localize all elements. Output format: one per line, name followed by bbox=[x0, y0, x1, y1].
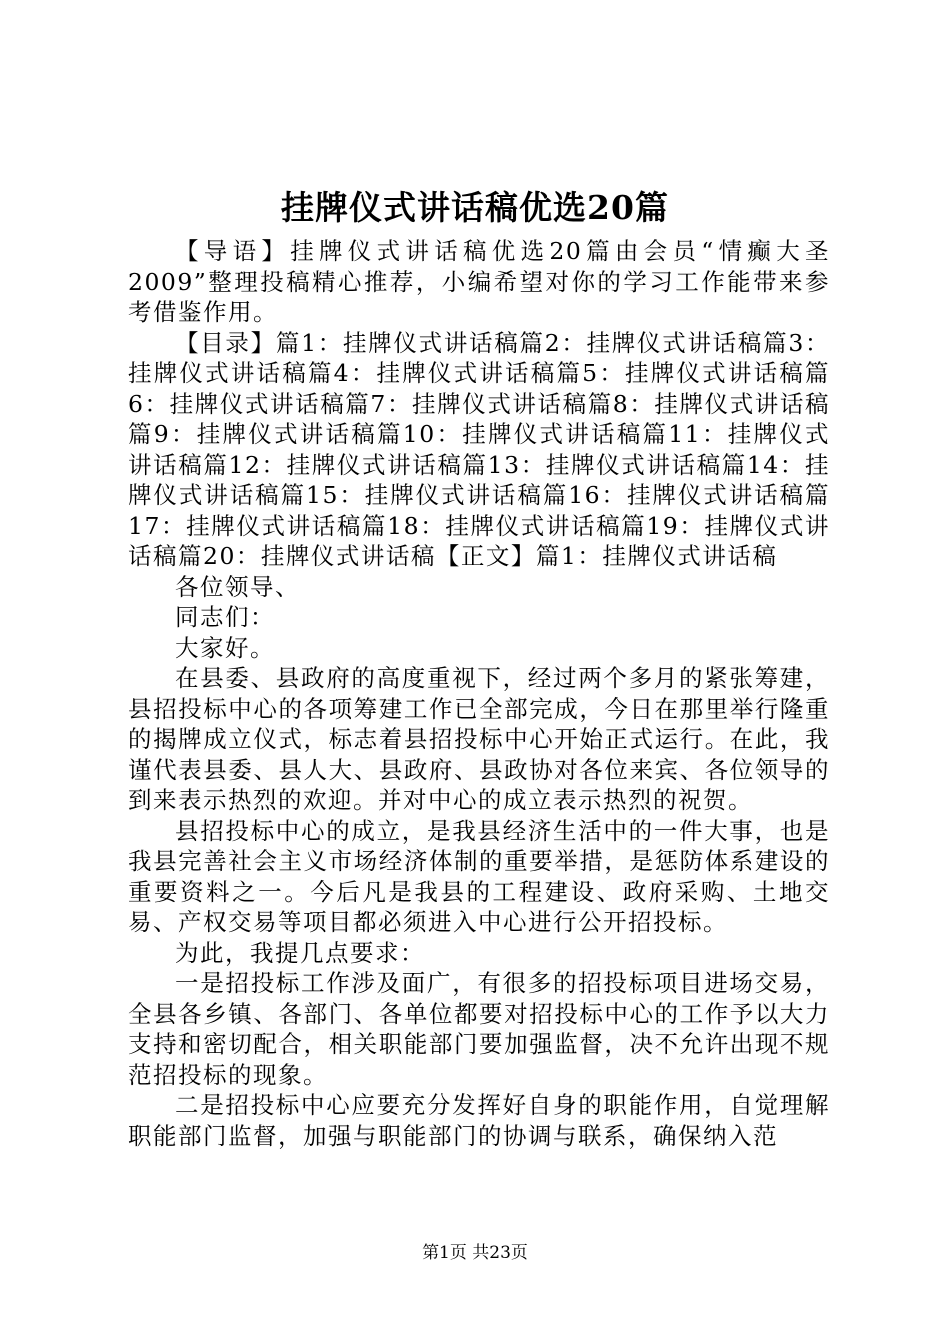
paragraph-intro: 【导语】挂牌仪式讲话稿优选20篇由会员“情癫大圣2009”整理投稿精心推荐，小编希望对你的学习工作能带来参考借鉴作用。 bbox=[128, 237, 830, 326]
paragraph-requirement-2: 二是招投标中心应要充分发挥好自身的职能作用，自觉理解职能部门监督，加强与职能部门的协调与联系，确保纳入范 bbox=[128, 1091, 830, 1150]
document-body bbox=[128, 236, 830, 1151]
paragraph-salutation-leaders: 各位领导、 bbox=[175, 572, 300, 601]
paragraph-greeting: 大家好。 bbox=[175, 633, 275, 662]
document-title: 挂牌仪式讲话稿优选20篇 bbox=[281, 188, 669, 227]
paragraph-salutation-comrades: 同志们： bbox=[175, 603, 275, 631]
paragraph-body-1: 在县委、县政府的高度重视下，经过两个多月的紧张筹建，县招投标中心的各项筹建工作已全部完成，今日在那里举行隆重的揭牌成立仪式，标志着县招投标中心开始正式运行。在此，我谨代表县委、县人大、县政府、县政协对各位来宾、各位领导的到来表示热烈的欢迎。并对中心的成立表示热烈的祝贺。 bbox=[128, 664, 830, 814]
paragraph-body-2: 县招投标中心的成立，是我县经济生活中的一件大事，也是我县完善社会主义市场经济体制的重要举措，是惩防体系建设的重要资料之一。今后凡是我县的工程建设、政府采购、土地交易、产权交易等项目都必须进入中心进行公开招投标。 bbox=[128, 816, 830, 936]
page-footer: 第1页 共23页 bbox=[422, 1243, 528, 1263]
paragraph-toc: 【目录】篇1：挂牌仪式讲话稿篇2：挂牌仪式讲话稿篇3：挂牌仪式讲话稿篇4：挂牌仪式讲话稿篇5：挂牌仪式讲话稿篇6：挂牌仪式讲话稿篇7：挂牌仪式讲话稿篇8：挂牌仪式讲话稿篇9：挂牌仪式讲话稿篇10：挂牌仪式讲话稿篇11：挂牌仪式讲话稿篇12：挂牌仪式讲话稿篇13：挂牌仪式讲话稿篇14：挂牌仪式讲话稿篇15：挂牌仪式讲话稿篇16：挂牌仪式讲话稿篇17：挂牌仪式讲话稿篇18：挂牌仪式讲话稿篇19：挂牌仪式讲话稿篇20：挂牌仪式讲话稿【正文】篇1：挂牌仪式讲话稿 bbox=[128, 328, 830, 570]
paragraph-requirements-intro: 为此，我提几点要求： bbox=[175, 938, 425, 967]
paragraph-requirement-1: 一是招投标工作涉及面广，有很多的招投标项目进场交易，全县各乡镇、各部门、各单位都要对招投标中心的工作予以大力支持和密切配合，相关职能部门要加强监督，决不允许出现不规范招投标的现象。 bbox=[128, 969, 830, 1089]
